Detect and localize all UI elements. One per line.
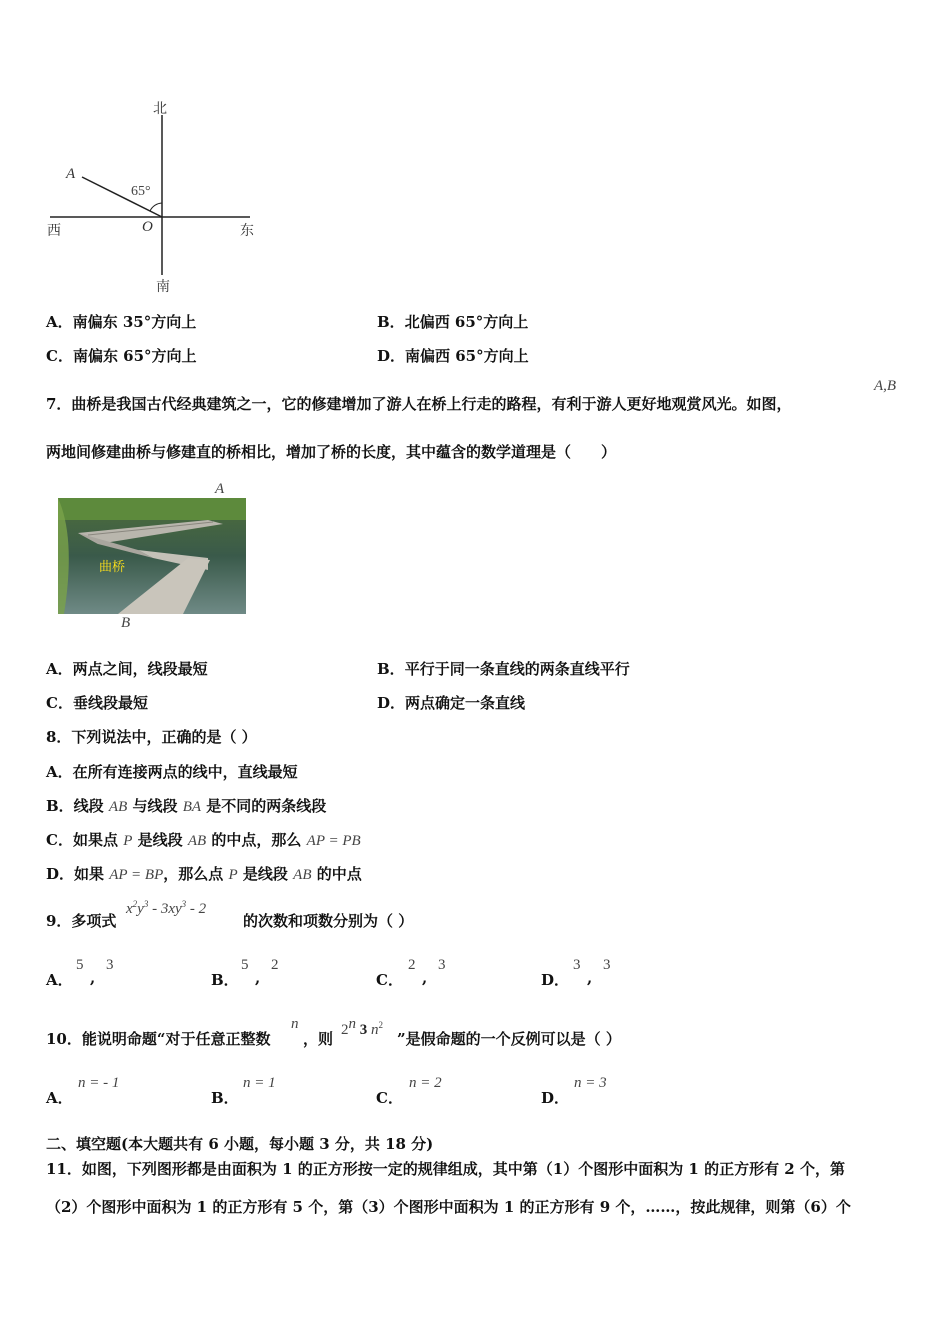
q7-stem-line2: 两地间修建曲桥与修建直的桥相比，增加了桥的长度，其中蕴含的数学道理是（ ）	[46, 443, 617, 461]
bridge-photo-label: 曲桥	[99, 560, 126, 575]
q10-stem-mid: ，则	[303, 1030, 334, 1048]
q11-line1: 11．如图，下列图形都是由面积为 1 的正方形按一定的规律组成，其中第（1）个图形中面积为 1 的正方形有 2 个，第	[46, 1160, 845, 1178]
q9-stem-start: 9．多项式	[46, 912, 117, 930]
q10-stem-start: 10．能说明命题“对于任意正整数	[46, 1030, 271, 1048]
q7-option-d: D．两点确定一条直线	[377, 694, 526, 712]
q10-inequality: 2$^n$ 3 $n^2$	[341, 1016, 383, 1038]
q6-option-d: D．南偏西 65°方向上	[377, 347, 529, 365]
label-south: 南	[156, 279, 170, 295]
q10-stem-end: ”是假命题的一个反例可以是（ ）	[397, 1030, 621, 1048]
bridge-photo	[58, 498, 246, 614]
q7-option-b: B．平行于同一条直线的两条直线平行	[377, 660, 630, 678]
q6-option-c: C．南偏东 65°方向上	[46, 347, 197, 365]
q7-stem-line1: 7．曲桥是我国古代经典建筑之一，它的修建增加了游人在桥上行走的路程，有利于游人更好地观赏风光。如图，	[46, 395, 792, 413]
q7-option-a: A．两点之间，线段最短	[46, 660, 208, 678]
compass-figure	[40, 95, 280, 300]
q6-option-a: A．南偏东 35°方向上	[46, 313, 197, 331]
label-point-o: O	[142, 219, 153, 235]
bridge-point-b: B	[121, 615, 131, 631]
bridge-point-a: A	[215, 481, 225, 497]
q11-line2: （2）个图形中面积为 1 的正方形有 5 个，第（3）个图形中面积为 1 的正方形有 9 个，……，按此规律，则第（6）个	[46, 1198, 851, 1216]
q8-stem: 8．下列说法中，正确的是（ ）	[46, 728, 257, 746]
section-2-heading: 二、填空题(本大题共有 6 小题，每小题 3 分，共 18 分)	[46, 1135, 434, 1153]
q8-option-b: B．线段 AB 与线段 BA 是不同的两条线段	[46, 797, 327, 815]
q9-polynomial: $x^2y^3 - 3xy^3 - 2$	[126, 899, 207, 917]
q8-option-d: D．如果 AP = BP，那么点 P 是线段 AB 的中点	[46, 865, 362, 883]
q9-stem-end: 的次数和项数分别为（ ）	[243, 912, 414, 930]
label-point-a: A	[66, 166, 76, 182]
label-angle: 65°	[131, 184, 151, 199]
label-north: 北	[153, 101, 167, 117]
q10-n: n	[291, 1016, 299, 1032]
q7-option-c: C．垂线段最短	[46, 694, 148, 712]
q6-option-b: B．北偏西 65°方向上	[377, 313, 529, 331]
q7-ab: A,B	[874, 378, 897, 394]
label-west: 西	[47, 223, 61, 239]
q8-option-a: A．在所有连接两点的线中，直线最短	[46, 763, 298, 781]
q8-option-c: C．如果点 P 是线段 AB 的中点，那么 AP = PB	[46, 831, 361, 849]
label-east: 东	[240, 223, 254, 239]
